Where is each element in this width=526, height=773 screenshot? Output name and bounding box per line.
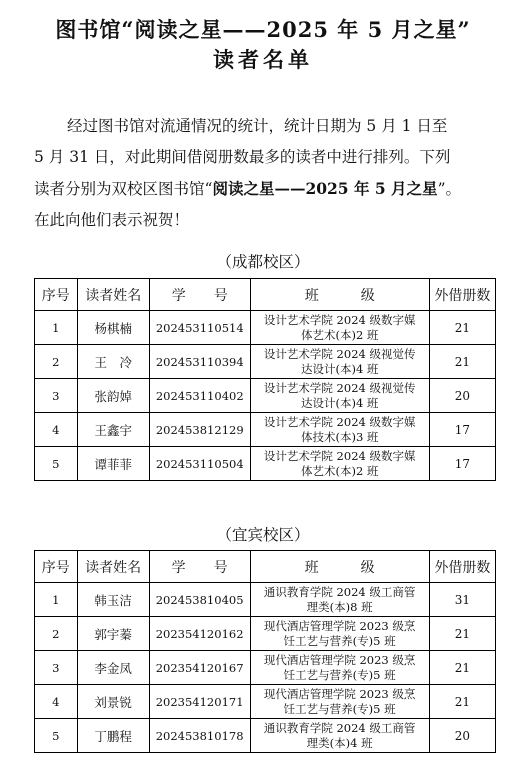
header-class: 班 级: [250, 551, 429, 583]
header-id: 学 号: [149, 279, 250, 311]
row-count: 21: [429, 311, 495, 345]
intro-line-4: 在此向他们表示祝贺！: [34, 211, 190, 229]
row-no: 1: [35, 583, 78, 617]
table-row: [35, 719, 496, 753]
row-class: 现代酒店管理学院 2023 级烹饪工艺与营养(专)5 班: [250, 685, 429, 719]
row-no: 5: [35, 719, 78, 753]
table-row: [35, 617, 496, 651]
table-row: [35, 413, 496, 447]
row-name: 张韵婥: [77, 379, 149, 413]
row-id: 202453110514: [149, 311, 250, 345]
header-no: 序号: [35, 279, 78, 311]
table-header-row: [35, 551, 496, 583]
header-count: 外借册数: [429, 551, 495, 583]
row-class: 设计艺术学院 2024 级数字媒体艺术(本)2 班: [250, 311, 429, 345]
campus-label-chengdu: （成都校区）: [216, 253, 310, 271]
table-header-row: [35, 279, 496, 311]
row-count: 17: [429, 413, 495, 447]
table-row: [35, 311, 496, 345]
header-id: 学 号: [149, 551, 250, 583]
header-name: 读者姓名: [77, 279, 149, 311]
intro-paragraph: [34, 111, 496, 236]
header-class: 班 级: [250, 279, 429, 311]
document-subtitle: 读者名单: [213, 47, 313, 72]
row-count: 21: [429, 685, 495, 719]
row-id: 202354120162: [149, 617, 250, 651]
row-count: 17: [429, 447, 495, 481]
document-title: 图书馆“阅读之星——2025 年 5 月之星”: [55, 17, 471, 42]
row-no: 2: [35, 345, 78, 379]
row-id: 202354120171: [149, 685, 250, 719]
row-no: 4: [35, 685, 78, 719]
row-name: 刘景锐: [77, 685, 149, 719]
intro-line-1: 经过图书馆对流通情况的统计，统计日期为 5 月 1 日至: [67, 117, 448, 135]
row-id: 202453810405: [149, 583, 250, 617]
row-id: 202453110504: [149, 447, 250, 481]
row-no: 2: [35, 617, 78, 651]
row-class: 设计艺术学院 2024 级数字媒体艺术(本)2 班: [250, 447, 429, 481]
header-no: 序号: [35, 551, 78, 583]
campus-label-yibin: （宜宾校区）: [216, 526, 310, 544]
row-count: 21: [429, 617, 495, 651]
row-name: 丁鹏程: [77, 719, 149, 753]
row-name: 郭宇蓁: [77, 617, 149, 651]
row-name: 李金凤: [77, 651, 149, 685]
row-count: 21: [429, 345, 495, 379]
header-count: 外借册数: [429, 279, 495, 311]
reader-table-yibin: [34, 550, 496, 753]
row-count: 21: [429, 651, 495, 685]
row-count: 20: [429, 719, 495, 753]
row-id: 202453812129: [149, 413, 250, 447]
row-no: 4: [35, 413, 78, 447]
row-name: 韩玉洁: [77, 583, 149, 617]
row-count: 20: [429, 379, 495, 413]
header-name: 读者姓名: [77, 551, 149, 583]
table-row: [35, 345, 496, 379]
row-name: 杨棋楠: [77, 311, 149, 345]
row-class: 设计艺术学院 2024 级数字媒体技术(本)3 班: [250, 413, 429, 447]
table-row: [35, 651, 496, 685]
row-class: 现代酒店管理学院 2023 级烹饪工艺与营养(专)5 班: [250, 651, 429, 685]
row-name: 王鑫宇: [77, 413, 149, 447]
row-class: 设计艺术学院 2024 级视觉传达设计(本)4 班: [250, 379, 429, 413]
intro-line-2: 5 月 31 日，对此期间借阅册数最多的读者中进行排列。下列: [34, 148, 451, 166]
row-no: 3: [35, 651, 78, 685]
row-count: 31: [429, 583, 495, 617]
row-class: 通识教育学院 2024 级工商管理类(本)4 班: [250, 719, 429, 753]
table-row: [35, 379, 496, 413]
table-row: [35, 685, 496, 719]
row-class: 通识教育学院 2024 级工商管理类(本)8 班: [250, 583, 429, 617]
row-class: 设计艺术学院 2024 级视觉传达设计(本)4 班: [250, 345, 429, 379]
row-no: 3: [35, 379, 78, 413]
row-no: 5: [35, 447, 78, 481]
award-name: 阅读之星——2025 年 5 月之星: [212, 179, 438, 198]
row-name: 谭菲菲: [77, 447, 149, 481]
row-no: 1: [35, 311, 78, 345]
row-id: 202453110394: [149, 345, 250, 379]
row-class: 现代酒店管理学院 2023 级烹饪工艺与营养(专)5 班: [250, 617, 429, 651]
table-row: [35, 447, 496, 481]
intro-line-3: 读者分别为双校区图书馆“阅读之星——2025 年 5 月之星”。: [34, 179, 461, 198]
row-id: 202453110402: [149, 379, 250, 413]
reader-table-chengdu: [34, 278, 496, 481]
table-row: [35, 583, 496, 617]
row-id: 202354120167: [149, 651, 250, 685]
row-id: 202453810178: [149, 719, 250, 753]
row-name: 王 冷: [77, 345, 149, 379]
